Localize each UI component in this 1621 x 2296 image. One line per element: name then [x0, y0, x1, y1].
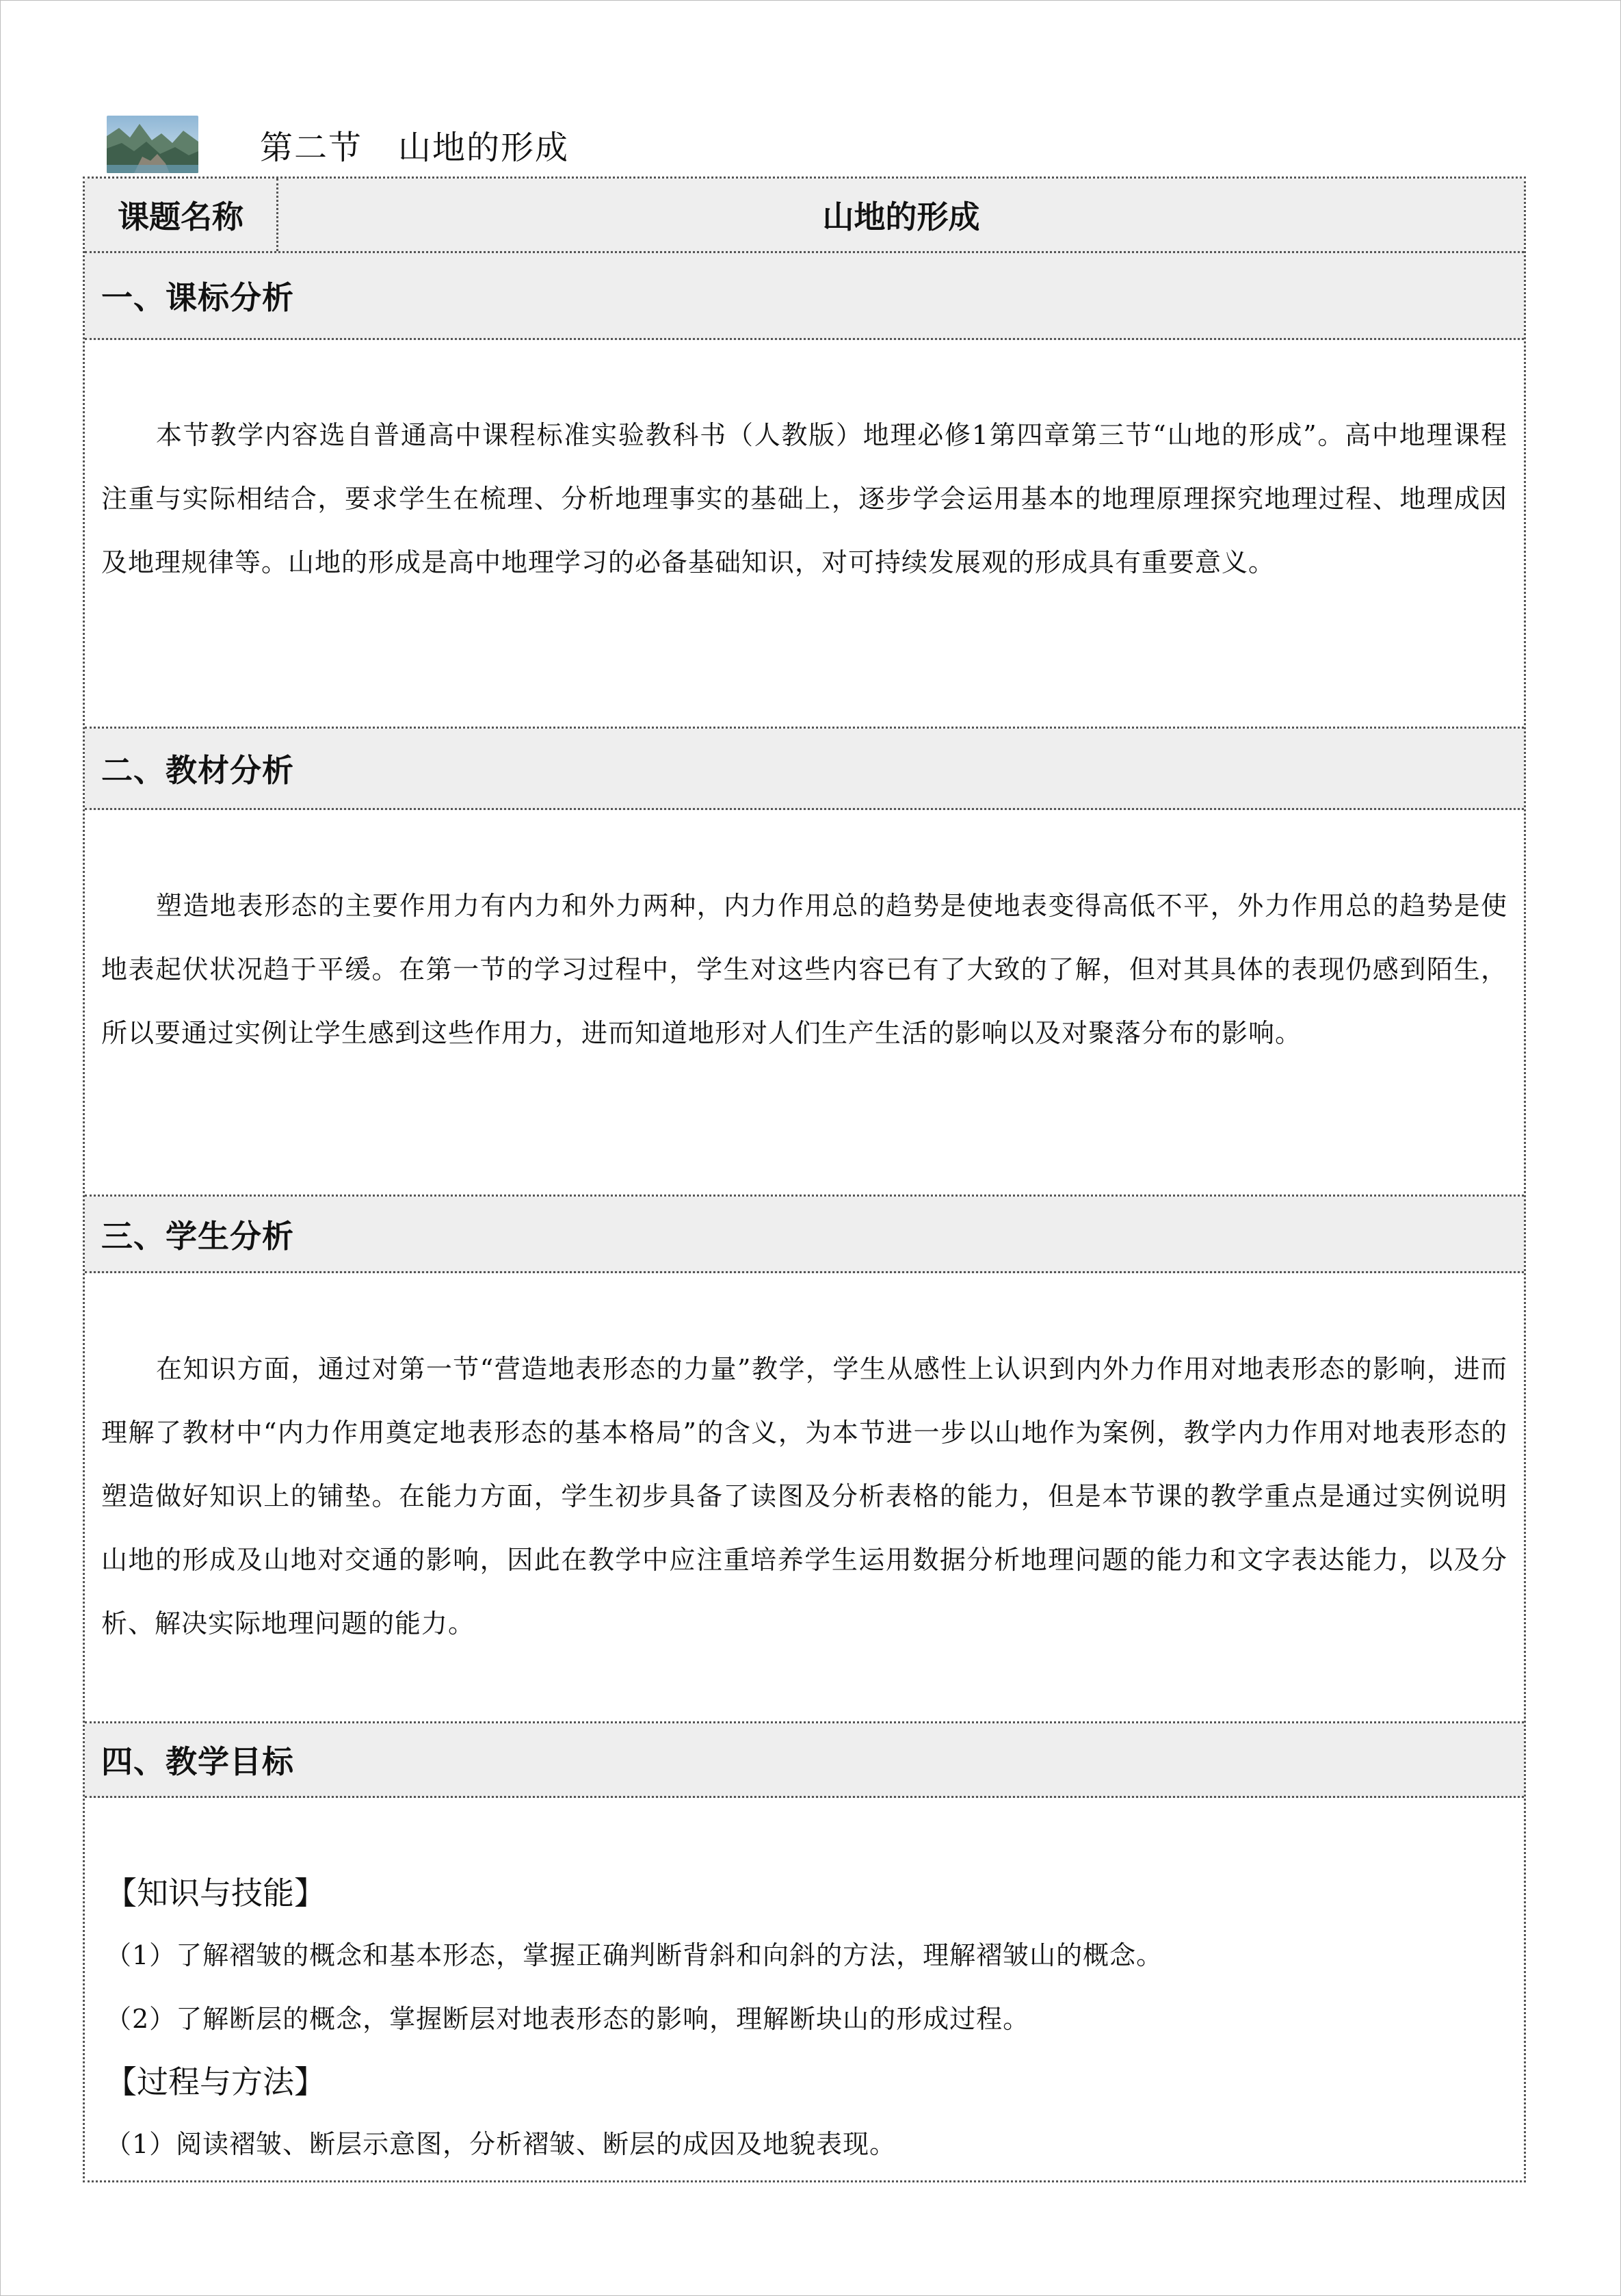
section-4-header: [85, 1723, 1524, 1798]
section-paragraph: 在知识方面，通过对第一节“营造地表形态的力量”教学，学生从感性上认识到内外力作用对地表形态的影响，进而理解了教材中“内力作用奠定地表形态的基本格局”的含义，为本节进一步以山地作为案例，教学内力作用对地表形态的塑造做好知识上的铺垫。在能力方面，学生初步具备了读图及分析表格的能力，但是本节课的教学重点是通过实例说明山地的形成及山地对交通的影响，因此在教学中应注重培养学生运用数据分析地理问题的能力和文字表达能力，以及分析、解决实际地理问题的能力。: [101, 1354, 1507, 1639]
objective-item: （1）了解褶皱的概念和基本形态，掌握正确判断背斜和向斜的方法，理解褶皱山的概念。: [105, 1940, 1163, 1970]
document-title: [260, 121, 569, 168]
objective-item: （2）了解断层的概念，掌握断层对地表形态的影响，理解断块山的形成过程。: [105, 2004, 1030, 2034]
section-2-body: [85, 810, 1524, 1197]
section-paragraph: 塑造地表形态的主要作用力有内力和外力两种，内力作用总的趋势是使地表变得高低不平，外力作用总的趋势是使地表起伏状况趋于平缓。在第一节的学习过程中，学生对这些内容已有了大致的了解，但对其具体的表现仍感到陌生，所以要通过实例让学生感到这些作用力，进而知道地形对人们生产生活的影响以及对聚落分布的影响。: [101, 891, 1507, 1048]
chapter-label: 第二节: [260, 128, 363, 167]
objectives-block: [105, 1862, 1507, 2176]
section-1-body: [85, 340, 1524, 729]
section-3-header: [85, 1197, 1524, 1273]
knowledge-skills-heading: 【知识与技能】: [105, 1875, 326, 1912]
lesson-plan-table: [83, 177, 1526, 2182]
section-heading: 二、教材分析: [101, 752, 294, 789]
lesson-title: 山地的形成: [398, 128, 570, 167]
section-heading: 四、教学目标: [101, 1743, 294, 1780]
document-header: [107, 114, 569, 175]
section-1-header: [85, 253, 1524, 340]
mountain-landscape-image: [107, 116, 198, 173]
topic-row: [85, 179, 1524, 253]
section-3-body: [85, 1273, 1524, 1723]
topic-label-cell: 课题名称: [85, 179, 278, 251]
section-heading: 一、课标分析: [101, 279, 294, 316]
objective-item: （1）阅读褶皱、断层示意图，分析褶皱、断层的成因及地貌表现。: [105, 2129, 897, 2159]
process-methods-heading: 【过程与方法】: [105, 2063, 326, 2100]
section-heading: 三、学生分析: [101, 1217, 294, 1255]
section-paragraph: 本节教学内容选自普通高中课程标准实验教科书（人教版）地理必修1第四章第三节“山地的形成”。高中地理课程注重与实际相结合，要求学生在梳理、分析地理事实的基础上，逐步学会运用基本的地理原理探究地理过程、地理成因及地理规律等。山地的形成是高中地理学习的必备基础知识，对可持续发展观的形成具有重要意义。: [101, 420, 1507, 577]
section-2-header: [85, 729, 1524, 810]
topic-value-cell: 山地的形成: [822, 198, 980, 235]
section-4-body: [85, 1798, 1524, 2184]
